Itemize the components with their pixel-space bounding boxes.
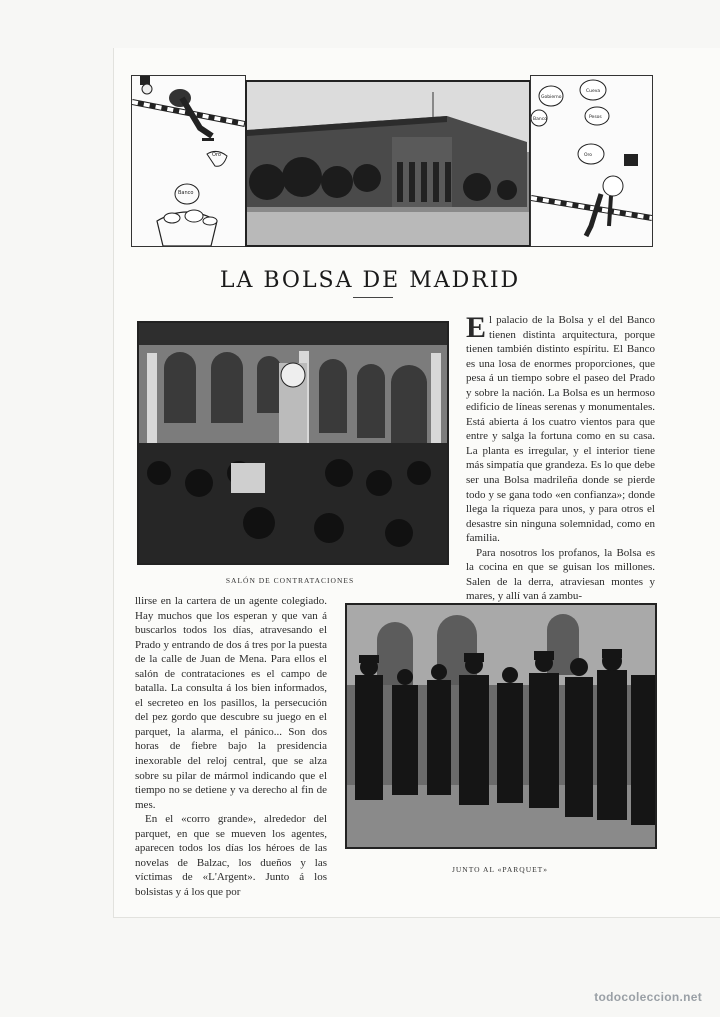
right-cartoon-vignette [530, 75, 653, 247]
caption-salon: SALÓN DE CONTRATACIONES [225, 576, 355, 585]
junto-al-parquet-photo [345, 603, 657, 849]
right-bag-label-5: Oro [584, 153, 593, 158]
right-paragraph-1-text: l palacio de la Bolsa y el del Banco tienen distinta arquitectura, porque tienen también distinto espíritu. El Banco es una losa de enormes proporciones, que pesa á un tiempo sobre el paseo del Prado y sobre la nación. La Bolsa es un hermoso edificio de líneas serenas y monumentales. Está abierta á los cuatro vientos para que entre y salga la fortuna como en su casa. La planta es irregular, y el interior tiene más simpatía que grandeza. Es lo que debe ser una Bolsa madrileña donde se pierde todo y se gana todo «en confianza»; donde llega la riqueza para unos, y para otros el desastre sin ninguna solemnidad, como en familia. [466, 314, 655, 545]
right-bag-label-1: Gobierno [541, 95, 562, 100]
article-left-column [135, 594, 327, 899]
cartoon-investor-falling [531, 76, 652, 246]
right-paragraph-2: Para nosotros los profanos, la Bolsa es la cocina en que se guisan los millones. Salen de la derra, atraviesan montes y mares, y allí van á zambu- [466, 546, 655, 603]
salon-contrataciones-photo [137, 321, 449, 565]
article-title: LA BOLSA DE MADRID [219, 268, 521, 293]
left-paragraph-1: llirse en la cartera de un agente colegiado. Hay muchos que los esperan y que van á buscarlos todos los días, atravesando el Prado y entrando de dos á tres por la puesta de la calle de Juan de Mena. Para ellos el salón de contrataciones es el campo de batalla. La consulta á los bien informados, el secreteo en los pasillos, la persecución del pez gordo que descubre su juego en el parquet, la alarma, el pánico... Son dos horas de fiebre bajo la presidencia inexorable del reloj central, que se alza sobre su pilar de mármol indicando que el tiempo no se detiene y va derecho al fin de mes. [135, 595, 327, 811]
bag-label-small: Oro [212, 152, 221, 158]
right-bag-label-4: Pesos [589, 115, 602, 120]
left-paragraph-2: En el «corro grande», alrededor del parquet, en que se mueven los agentes, aparecen todos los días los héroes de las novelas de Balzac, los dueños y las víctimas de «L'Argent». Junto á los bolsistas y á los que por [135, 813, 327, 898]
caption-parquet: JUNTO AL «PARQUET» [451, 865, 549, 874]
article-right-column [466, 313, 655, 604]
title-divider [353, 297, 393, 298]
right-bag-label-3: Banco [533, 117, 547, 122]
right-paragraph-1 [466, 313, 655, 546]
watermark-text: todocoleccion.net [594, 990, 702, 1004]
bag-label-large: Banco [178, 190, 194, 196]
right-bag-label-2: Cueva [586, 89, 601, 94]
dropcap-letter: E [466, 311, 487, 344]
left-cartoon-vignette [131, 75, 246, 247]
cartoon-investor-climbing [132, 76, 245, 246]
bolsa-building-photo [245, 80, 531, 247]
